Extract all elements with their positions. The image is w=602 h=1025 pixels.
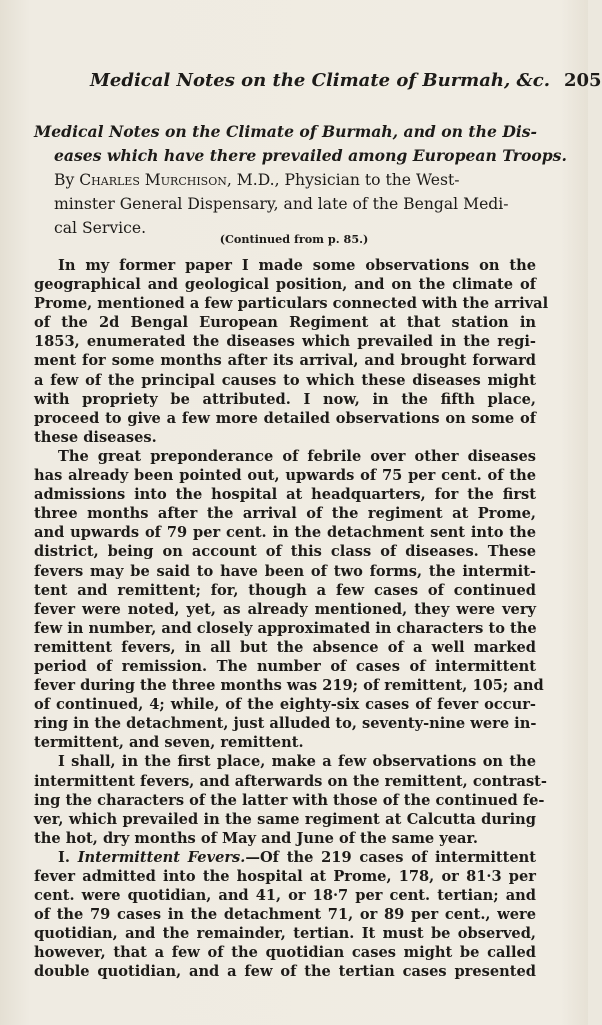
body-line: has already been pointed out, upwards of 75 per cent. of the: [34, 467, 536, 485]
body-line: fevers may be said to have been of two forms, the intermit-: [34, 562, 536, 580]
body-line: and upwards of 79 per cent. in the detachment sent into the: [34, 524, 536, 542]
running-header: [90, 70, 602, 94]
body-line: fever admitted into the hospital at Prome, 178, or 81·3 per: [34, 868, 536, 885]
body-line: three months after the arrival of the regiment at Prome,: [34, 505, 536, 523]
body-line: In my former paper I made some observations on the: [58, 257, 536, 274]
body-line: I. Intermittent Fevers.—Of the 219 cases of intermittent: [58, 848, 536, 866]
body-text: [34, 256, 549, 982]
body-line: fever were noted, yet, as already mentioned, they were very: [34, 600, 536, 618]
body-line: intermittent fevers, and afterwards on the remittent, contrast-: [34, 772, 547, 790]
body-line: I shall, in the first place, make a few observations on the: [58, 753, 536, 771]
body-line: however, that a few of the quotidian cases might be called: [34, 944, 536, 962]
body-line: The great preponderance of febrile over other diseases: [58, 447, 536, 465]
article-title-line-1: Medical Notes on the Climate of Burmah, and on the Dis-: [34, 122, 538, 141]
body-line: ring in the detachment, just alluded to, seventy-nine were in-: [34, 715, 537, 733]
body-line: period of remission. The number of cases of intermittent: [34, 657, 536, 675]
page-number: 205: [563, 70, 602, 91]
body-line: of continued, 4; while, of the eighty-six cases of fever occur-: [34, 696, 536, 714]
body-line: quotidian, and the remainder, tertian. It must be observed,: [34, 925, 536, 943]
byline-line-1: By Charles Murchison, M.D., Physician to the West-: [54, 171, 460, 189]
body-line: proceed to give a few more detailed observations on some of: [34, 409, 536, 427]
body-line: these diseases.: [34, 428, 157, 446]
body-line: remittent fevers, in all but the absence of a well marked: [34, 638, 536, 656]
body-line: the hot, dry months of May and June of the same year.: [34, 829, 478, 847]
body-line: ver, which prevailed in the same regiment at Calcutta during: [34, 810, 536, 828]
body-line: fever during the three months was 219; of remittent, 105; and: [34, 677, 544, 695]
body-line: of the 79 cases in the detachment 71, or 89 per cent., were: [34, 906, 536, 924]
body-line: few in number, and closely approximated in characters to the: [34, 619, 537, 637]
body-line: cent. were quotidian, and 41, or 18·7 per cent. tertian; and: [34, 887, 536, 905]
body-line: Prome, mentioned a few particulars connected with the arrival: [34, 295, 549, 313]
byline-line-2: minster General Dispensary, and late of the Bengal Medi-: [54, 195, 509, 213]
body-line: termittent, and seven, remittent.: [34, 734, 304, 752]
body-line: admissions into the hospital at headquarters, for the first: [34, 486, 536, 504]
body-line: tent and remittent; for, though a few cases of continued: [34, 581, 536, 599]
body-line: a few of the principal causes to which these diseases might: [34, 371, 536, 389]
body-line: double quotidian, and a few of the tertian cases presented: [34, 963, 536, 981]
article-title-line-2: eases which have there prevailed among European Troops.: [54, 146, 567, 165]
body-line: 1853, enumerated the diseases which prevailed in the regi-: [34, 333, 536, 351]
continued-note: (Continued from p. 85.): [219, 232, 369, 246]
body-line: with propriety be attributed. I now, in the fifth place,: [34, 390, 536, 408]
running-title: Medical Notes on the Climate of Burmah, &c.: [90, 70, 550, 91]
byline-line-3: cal Service.: [54, 219, 147, 237]
body-line: district, being on account of this class of diseases. These: [34, 543, 536, 561]
body-line: ment for some months after its arrival, and brought forward: [34, 352, 536, 370]
body-line: geographical and geological position, and on the climate of: [34, 276, 536, 294]
body-line: ing the characters of the latter with those of the continued fe-: [34, 791, 545, 809]
article-heading: [34, 120, 567, 240]
body-line: of the 2d Bengal European Regiment at that station in: [34, 314, 536, 332]
